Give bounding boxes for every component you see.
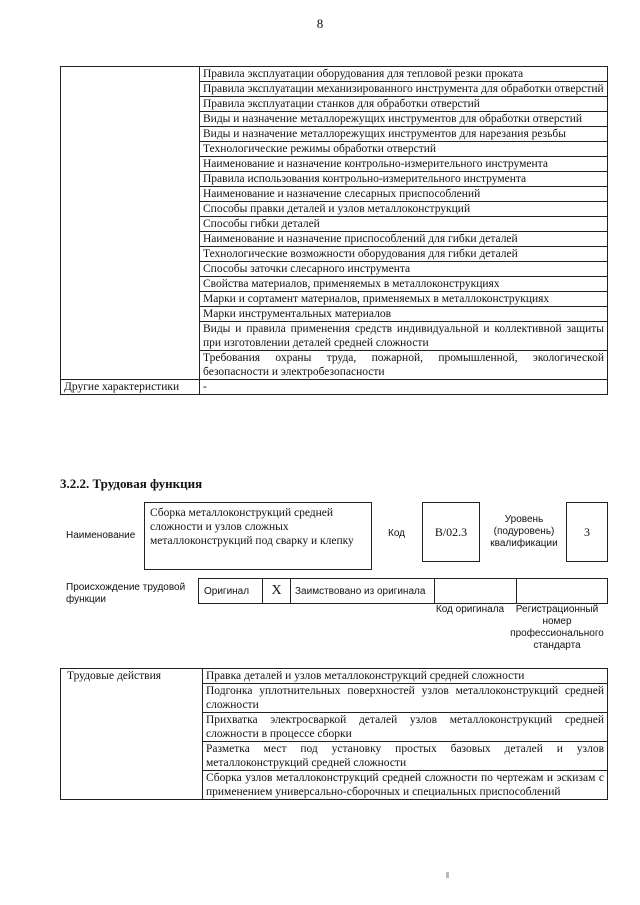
requirement-item: Наименование и назначение приспособлений для гибки деталей <box>200 232 608 247</box>
borrowed-cell: Заимствовано из оригинала <box>291 579 435 603</box>
action-row <box>61 669 608 684</box>
requirement-row <box>61 67 608 82</box>
other-characteristics-value: - <box>200 380 608 395</box>
requirement-item: Правила эксплуатации механизированного инструмента для обработки отверстий <box>200 82 608 97</box>
section-title: 3.2.2. Трудовая функция <box>60 476 203 491</box>
name-label: Наименование <box>66 530 136 541</box>
requirement-item: Марки инструментальных материалов <box>200 307 608 322</box>
scan-artifact <box>446 872 449 878</box>
requirement-item: Марки и сортамент материалов, применяемых в металлоконструкциях <box>200 292 608 307</box>
origin-label: Происхождение трудовой функции <box>66 582 186 605</box>
requirement-item: Виды и назначение металлорежущих инструментов для нарезания резьбы <box>200 127 608 142</box>
requirement-item: Требования охраны труда, пожарной, промышленной, экологической безопасности и электробезопасности <box>200 351 608 380</box>
action-item: Подгонка уплотнительных поверхностей узлов металлоконструкций средней сложности <box>203 684 608 713</box>
action-item: Разметка мест под установку простых базовых деталей и узлов металлоконструкций средней сложности <box>203 742 608 771</box>
original-cell <box>199 579 263 603</box>
requirement-item: Правила использования контрольно-измерительного инструмента <box>200 172 608 187</box>
code-original-cell <box>435 579 517 603</box>
original-label: Оригинал <box>204 585 250 597</box>
requirements-table <box>60 66 608 395</box>
other-characteristics-row <box>61 380 608 395</box>
requirement-item: Способы заточки слесарного инструмента <box>200 262 608 277</box>
requirement-item: Наименование и назначение контрольно-измерительного инструмента <box>200 157 608 172</box>
requirement-item: Способы правки деталей и узлов металлоконструкций <box>200 202 608 217</box>
level-value-box: 3 <box>566 502 608 562</box>
requirement-item: Технологические возможности оборудования для гибки деталей <box>200 247 608 262</box>
actions-label: Трудовые действия <box>61 669 203 800</box>
requirement-item: Наименование и назначение слесарных приспособлений <box>200 187 608 202</box>
requirement-item: Свойства материалов, применяемых в металлоконструкциях <box>200 277 608 292</box>
requirement-item: Виды и правила применения средств индивидуальной и коллективной защиты при изготовлении деталей средней сложности <box>200 322 608 351</box>
original-mark-cell: X <box>263 579 291 603</box>
reg-number-cell <box>517 579 607 603</box>
other-characteristics-label: Другие характеристики <box>61 380 200 395</box>
action-item: Прихватка электросваркой деталей узлов металлоконструкций средней сложности в процессе сборки <box>203 713 608 742</box>
requirement-item: Правила эксплуатации станков для обработки отверстий <box>200 97 608 112</box>
reg-number-label: Регистрационный номер профессионального стандарта <box>510 604 604 651</box>
level-label: Уровень (подуровень) квалификации <box>490 514 558 549</box>
code-value-box: B/02.3 <box>422 502 480 562</box>
actions-table <box>60 668 608 800</box>
requirement-item: Виды и назначение металлорежущих инструментов для обработки отверстий <box>200 112 608 127</box>
requirements-label-cell <box>61 67 200 380</box>
action-item: Правка деталей и узлов металлоконструкций средней сложности <box>203 669 608 684</box>
function-name-box: Сборка металлоконструкций средней сложности и узлов сложных металлоконструкций под сварку и клепку <box>144 502 372 570</box>
code-label: Код <box>388 528 406 539</box>
requirement-item: Технологические режимы обработки отверстий <box>200 142 608 157</box>
requirement-item: Правила эксплуатации оборудования для тепловой резки проката <box>200 67 608 82</box>
code-original-label: Код оригинала <box>435 604 505 615</box>
action-item: Сборка узлов металлоконструкций средней сложности по чертежам и эскизам с применением универсально-сборочных и специальных приспособлений <box>203 771 608 800</box>
requirement-item: Способы гибки деталей <box>200 217 608 232</box>
origin-row <box>198 578 608 604</box>
page-number: 8 <box>316 16 324 31</box>
